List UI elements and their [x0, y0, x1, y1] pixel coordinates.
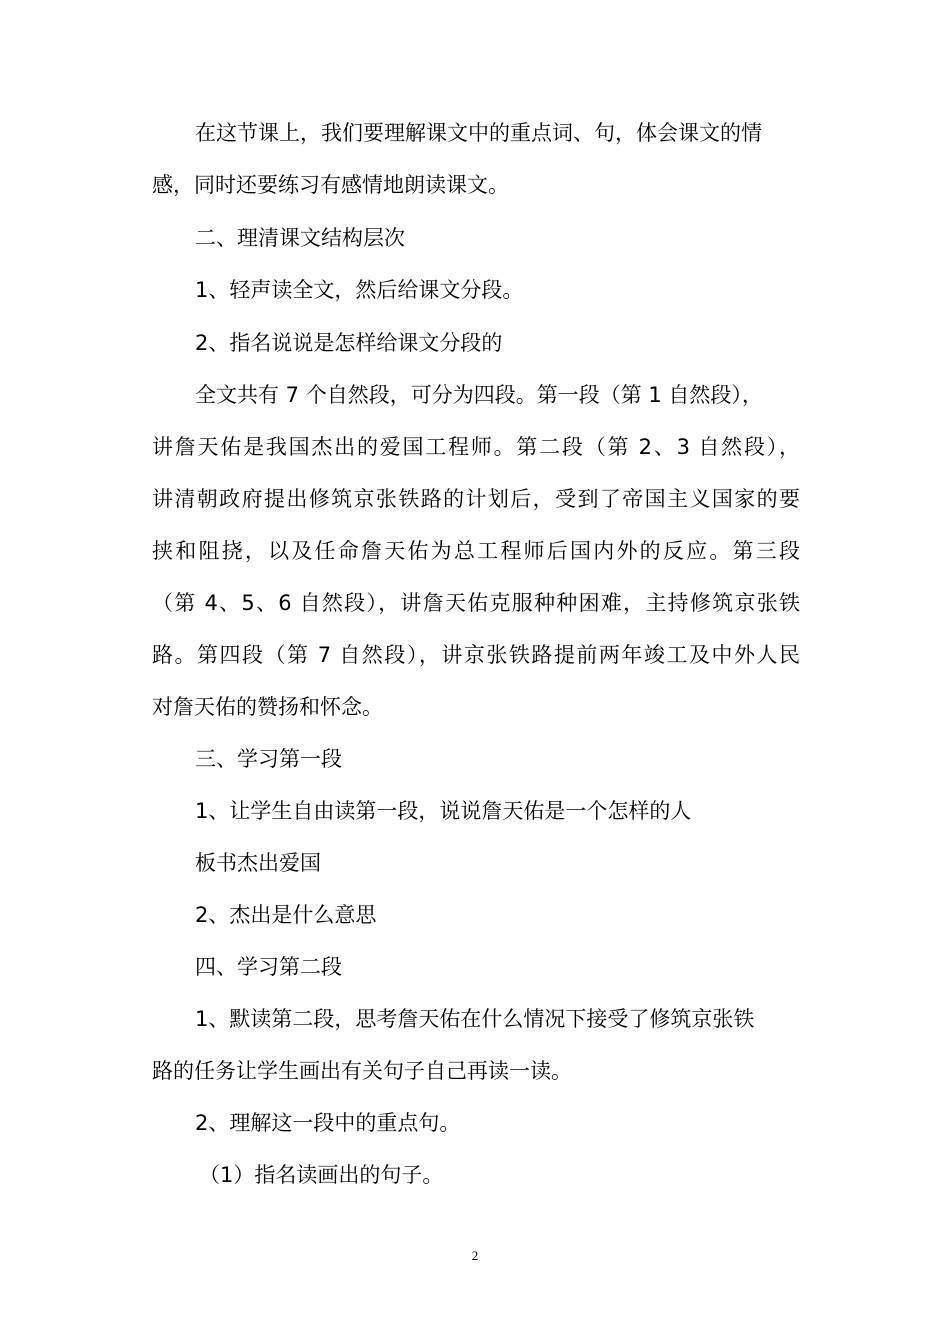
list-item: 2、理解这一段中的重点句。: [195, 1111, 461, 1135]
paragraph-line: 在这节课上，我们要理解课文中的重点词、句，体会课文的情: [195, 121, 762, 145]
section-heading: 四、学习第二段: [195, 955, 342, 979]
list-item: 2、指名说说是怎样给课文分段的: [195, 331, 503, 355]
paragraph-line: 讲詹天佑是我国杰出的爱国工程师。第二段（第 2、3 自然段），: [152, 435, 800, 459]
page-number: 2: [471, 1248, 479, 1263]
paragraph-line: 路的任务让学生画出有关句子自己再读一读。: [152, 1059, 572, 1083]
list-item: 2、杰出是什么意思: [195, 903, 377, 927]
section-heading: 三、学习第一段: [195, 747, 342, 771]
paragraph-line: 讲清朝政府提出修筑京张铁路的计划后，受到了帝国主义国家的要: [152, 487, 800, 511]
list-item: 1、默读第二段，思考詹天佑在什么情况下接受了修筑京张铁: [195, 1007, 755, 1031]
list-item: 1、轻声读全文，然后给课文分段。: [195, 278, 524, 302]
paragraph-line: 感，同时还要练习有感情地朗读课文。: [152, 173, 509, 197]
paragraph-line: 对詹天佑的赞扬和怀念。: [152, 695, 383, 719]
section-heading: 二、理清课文结构层次: [195, 226, 405, 250]
board-note: 板书杰出爱国: [195, 851, 321, 875]
paragraph-line: （第 4、5、6 自然段），讲詹天佑克服种种困难，主持修筑京张铁: [152, 591, 800, 615]
paragraph-line: 挟和阻挠，以及任命詹天佑为总工程师后国内外的反应。第三段: [152, 539, 800, 563]
list-item: 1、让学生自由读第一段，说说詹天佑是一个怎样的人: [195, 799, 692, 823]
paragraph-line: 全文共有 7 个自然段，可分为四段。第一段（第 1 自然段），: [195, 383, 763, 407]
sub-list-item: （1）指名读画出的句子。: [199, 1163, 444, 1187]
paragraph-line: 路。第四段（第 7 自然段），讲京张铁路提前两年竣工及中外人民: [152, 643, 800, 667]
